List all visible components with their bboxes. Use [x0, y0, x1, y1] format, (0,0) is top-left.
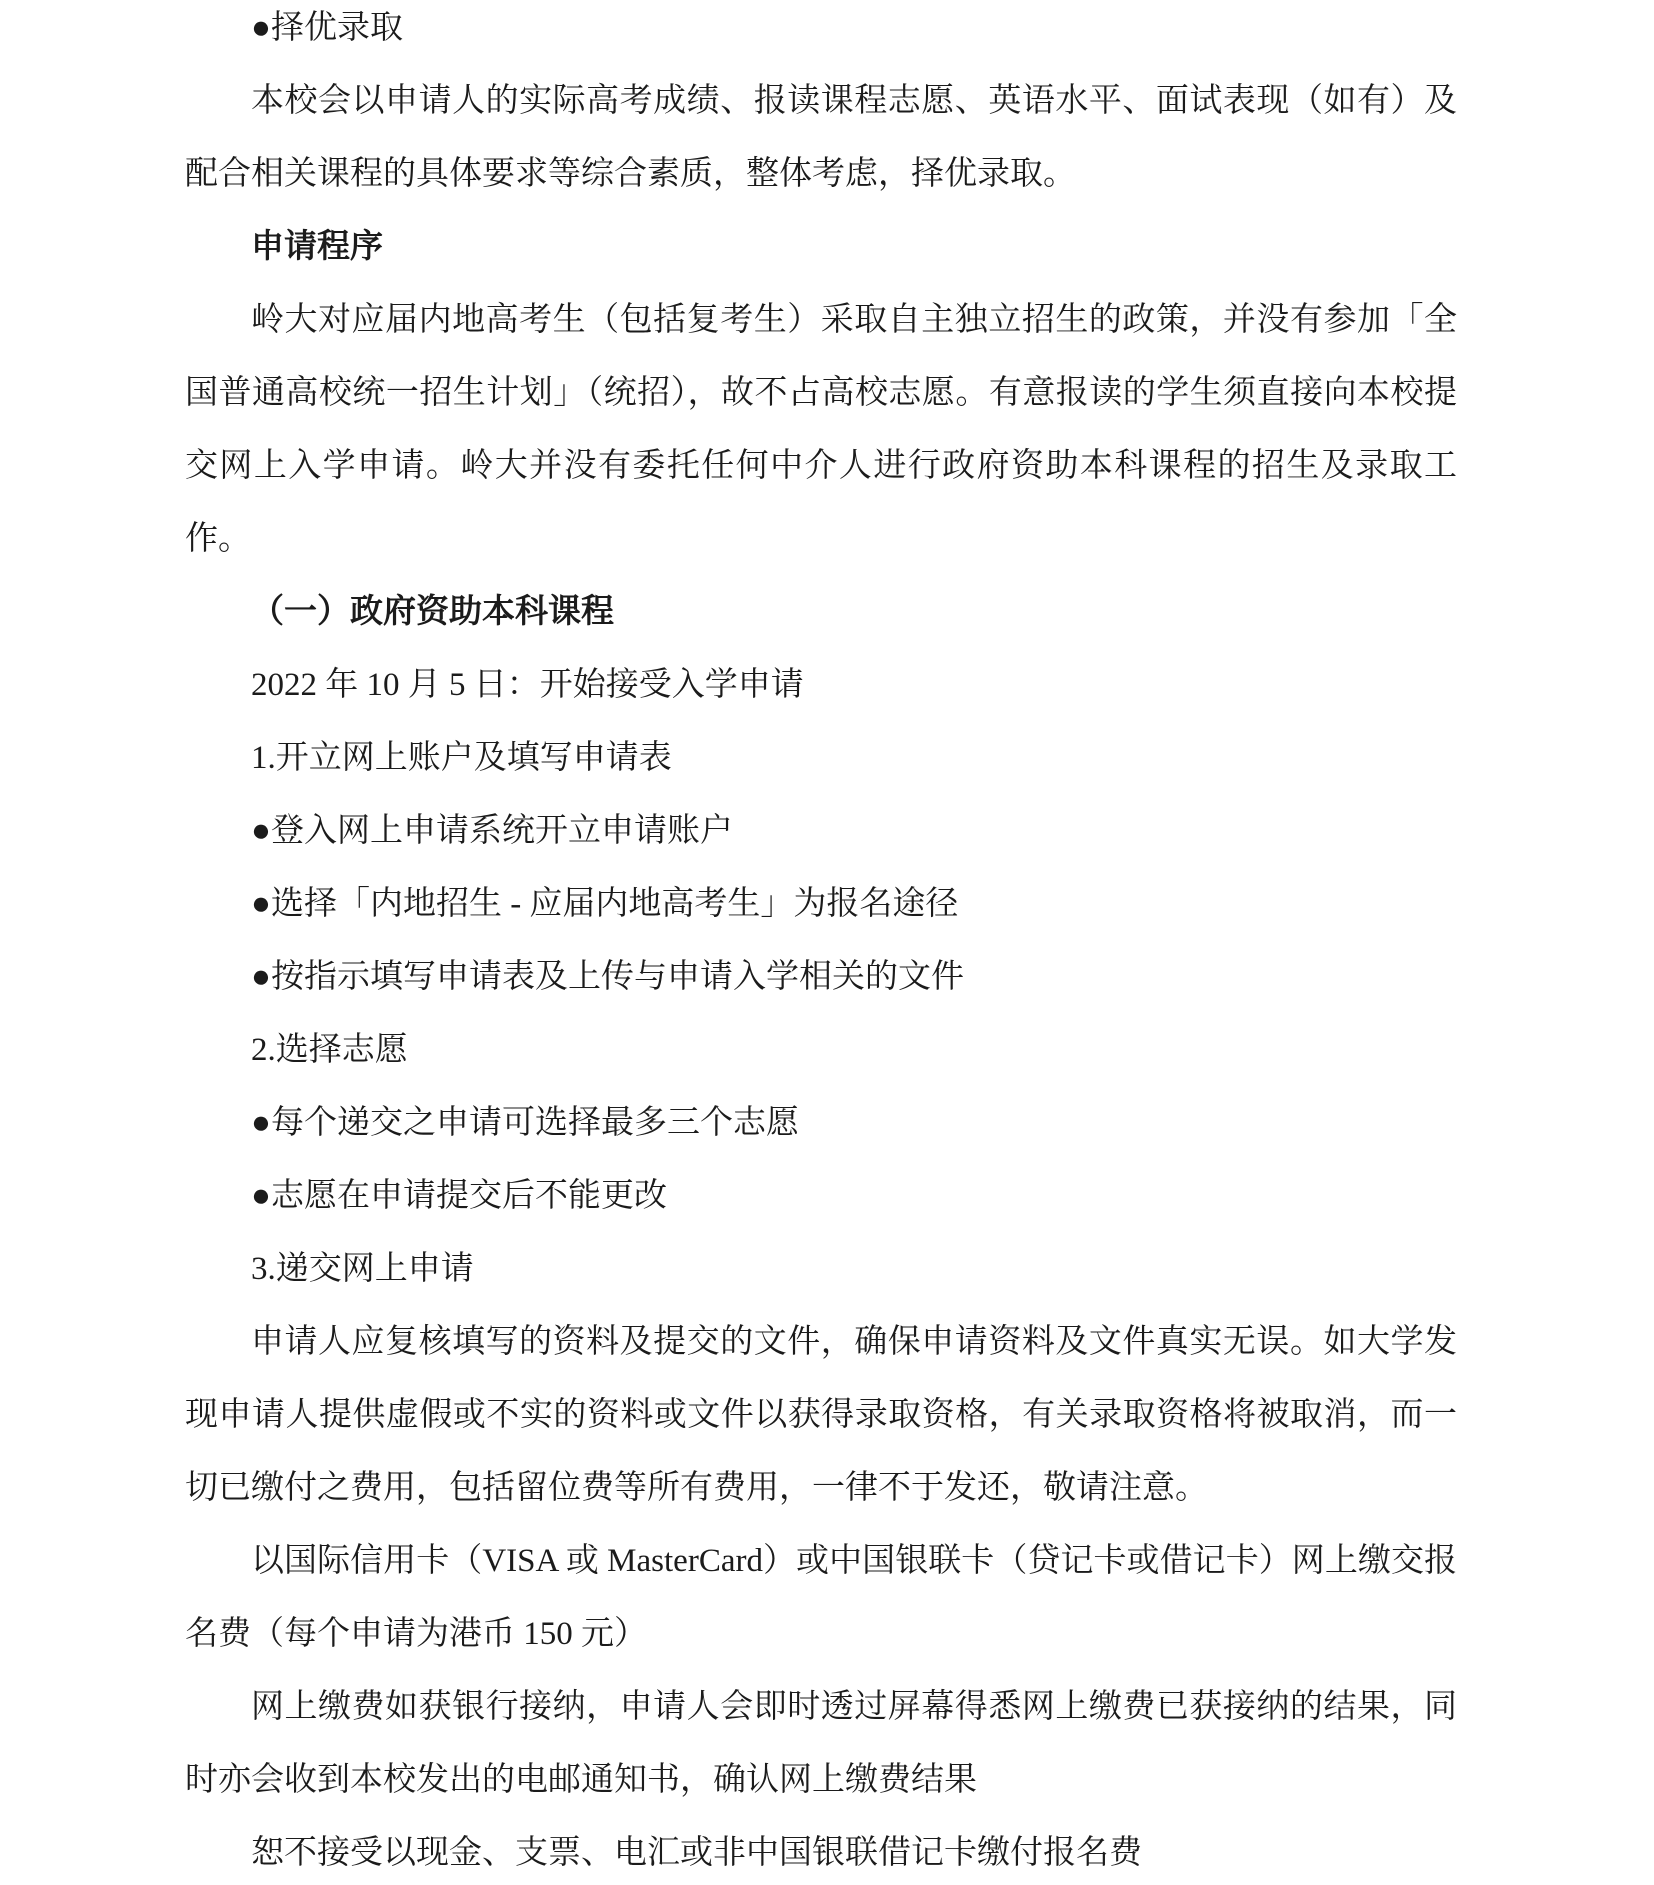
bullet-text: 选择「内地招生 - 应届内地高考生」为报名途径: [270, 886, 959, 922]
bullet-text: 按指示填写申请表及上传与申请入学相关的文件: [270, 959, 964, 995]
paragraph: 岭大对应届内地高考生（包括复考生）采取自主独立招生的政策，并没有参加「全国普通高校统一招生计划」（统招），故不占高校志愿。有意报读的学生须直接向本校提交网上入学申请。岭大并没有委托任何中介人进行政府资助本科课程的招生及录取工作。: [185, 302, 1457, 557]
document-content: [185, 0, 1457, 1885]
bullet-icon: ●: [251, 10, 271, 46]
bullet-icon: ●: [251, 1178, 271, 1214]
paragraph: 恕不接受以现金、支票、电汇或非中国银联借记卡缴付报名费: [251, 1835, 1142, 1871]
bullet-item: [185, 0, 1457, 65]
paragraph: 本校会以申请人的实际高考成绩、报读课程志愿、英语水平、面试表现（如有）及配合相关课程的具体要求等综合素质，整体考虑，择优录取。: [185, 83, 1457, 192]
date-line: 2022 年 10 月 5 日：开始接受入学申请: [251, 667, 804, 703]
bullet-item: [185, 941, 1457, 1014]
bullet-item: [185, 1160, 1457, 1233]
bullet-text: 志愿在申请提交后不能更改: [270, 1178, 667, 1214]
bullet-item: [185, 868, 1457, 941]
numbered-step: 1.开立网上账户及填写申请表: [251, 740, 672, 776]
bullet-icon: ●: [251, 959, 271, 995]
numbered-step: 3.递交网上申请: [251, 1251, 474, 1287]
numbered-step: 2.选择志愿: [251, 1032, 408, 1068]
bullet-item: [185, 1087, 1457, 1160]
bullet-icon: ●: [251, 886, 271, 922]
bullet-text: 登入网上申请系统开立申请账户: [270, 813, 733, 849]
paragraph: 申请人应复核填写的资料及提交的文件，确保申请资料及文件真实无误。如大学发现申请人提供虚假或不实的资料或文件以获得录取资格，有关录取资格将被取消，而一切已缴付之费用，包括留位费等所有费用，一律不于发还，敬请注意。: [185, 1324, 1457, 1506]
bullet-text: 择优录取: [270, 10, 403, 46]
section-heading-application-procedure: 申请程序: [251, 229, 383, 265]
section-heading-government-funded-programmes: （一）政府资助本科课程: [251, 594, 614, 630]
paragraph: 以国际信用卡（VISA 或 MasterCard）或中国银联卡（贷记卡或借记卡）网上缴交报名费（每个申请为港币 150 元）: [185, 1543, 1457, 1652]
bullet-icon: ●: [251, 813, 271, 849]
bullet-item: [185, 795, 1457, 868]
bullet-icon: ●: [251, 1105, 271, 1141]
bullet-text: 每个递交之申请可选择最多三个志愿: [270, 1105, 799, 1141]
paragraph: 网上缴费如获银行接纳，申请人会即时透过屏幕得悉网上缴费已获接纳的结果，同时亦会收到本校发出的电邮通知书，确认网上缴费结果: [185, 1689, 1457, 1798]
